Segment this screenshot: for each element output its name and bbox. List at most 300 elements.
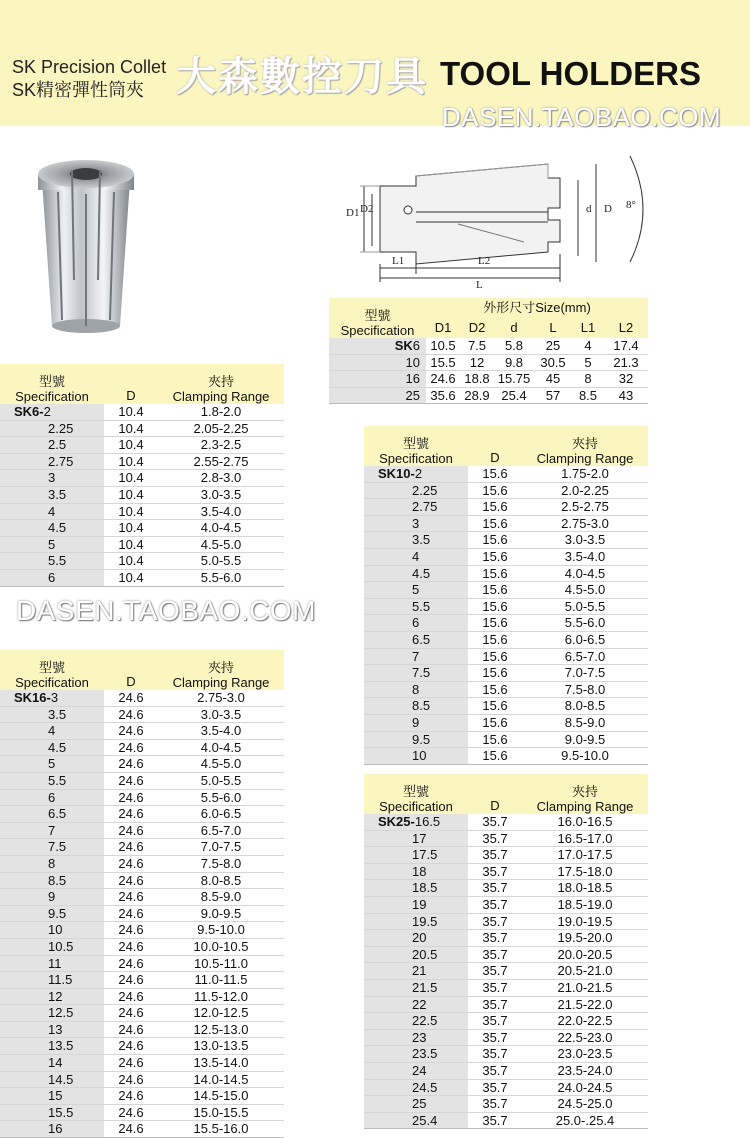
table-row	[0, 938, 284, 955]
clamping-range-cell: 7.5-8.0	[158, 855, 284, 872]
diameter-cell: 24.6	[104, 723, 158, 740]
spec-cell	[329, 371, 426, 388]
diameter-cell: 35.7	[468, 814, 522, 830]
diameter-cell: 24.6	[104, 938, 158, 955]
diameter-cell: 15.6	[468, 731, 522, 748]
spec-value: 4	[48, 723, 56, 739]
table-row	[0, 806, 284, 823]
spec-value: 10	[405, 354, 420, 370]
spec-cell	[329, 387, 426, 404]
spec-value: 3.5	[412, 532, 431, 548]
spec-cell	[0, 536, 104, 553]
spec-cell	[0, 1071, 104, 1088]
spec-value: 25	[412, 1096, 427, 1112]
table-row	[0, 756, 284, 773]
spec-value: 6.5	[48, 806, 67, 822]
clamping-range-cell: 10.0-10.5	[158, 938, 284, 955]
spec-cell	[364, 748, 468, 765]
table-row	[364, 930, 648, 947]
diameter-cell: 35.7	[468, 863, 522, 880]
table-row	[0, 855, 284, 872]
sk25-spec-header-cn: 型號	[402, 784, 429, 799]
clamping-range-cell: 3.0-3.5	[158, 486, 284, 503]
diameter-cell: 24.6	[104, 706, 158, 723]
diameter-cell: 15.6	[468, 631, 522, 648]
table-row	[364, 631, 648, 648]
sk10-spec-header-cn: 型號	[402, 436, 429, 451]
spec-cell	[364, 1013, 468, 1030]
spec-value: 10.5	[48, 938, 74, 954]
diameter-cell: 15.6	[468, 582, 522, 599]
diameter-cell: 24.6	[104, 972, 158, 989]
size-spec-header	[329, 298, 426, 338]
table-row	[0, 690, 284, 706]
label-angle: 8°	[626, 199, 636, 211]
clamping-range-cell: 15.5-16.0	[158, 1121, 284, 1138]
clamping-range-cell: 17.5-18.0	[522, 863, 648, 880]
size-column-header: L2	[604, 318, 648, 338]
clamping-range-cell: 2.55-2.75	[158, 453, 284, 470]
table-row	[0, 822, 284, 839]
table-row	[364, 996, 648, 1013]
sk25-clamp-header-cn: 夾持	[571, 784, 598, 799]
diameter-cell: 24.6	[104, 872, 158, 889]
sk10-spec-header-en: Specification	[379, 451, 453, 466]
sk16-d-header: D	[104, 650, 158, 690]
diameter-cell: 15.6	[468, 532, 522, 549]
table-row	[364, 714, 648, 731]
table-row	[364, 681, 648, 698]
table-row	[364, 548, 648, 565]
spec-cell	[0, 1005, 104, 1022]
spec-cell	[329, 338, 426, 354]
spec-value: 2.75	[412, 499, 438, 515]
spec-value: 8.5	[48, 872, 67, 888]
diameter-cell: 15.6	[468, 482, 522, 499]
size-value-cell: 7.5	[460, 338, 494, 354]
size-value-cell: 15.5	[426, 354, 460, 371]
spec-value: 15	[48, 1088, 63, 1104]
spec-value: 7.5	[412, 665, 431, 681]
clamping-range-cell: 22.5-23.0	[522, 1029, 648, 1046]
diameter-cell: 24.6	[104, 855, 158, 872]
spec-value: 24.5	[412, 1079, 438, 1095]
clamping-range-cell: 3.5-4.0	[158, 503, 284, 520]
label-d: d	[586, 203, 592, 215]
clamping-range-cell: 22.0-22.5	[522, 1013, 648, 1030]
spec-value: 14	[48, 1055, 63, 1071]
spec-value: 21	[412, 963, 427, 979]
spec-cell	[364, 532, 468, 549]
diameter-cell: 10.4	[104, 453, 158, 470]
spec-value: 9	[412, 714, 420, 730]
size-table	[329, 298, 648, 404]
page-title-en: SK Precision Collet	[12, 57, 167, 77]
spec-cell	[0, 1104, 104, 1121]
size-value-cell: 30.5	[534, 354, 572, 371]
clamping-range-cell: 9.5-10.0	[158, 922, 284, 939]
spec-value: 5	[412, 582, 420, 598]
diameter-cell: 15.6	[468, 548, 522, 565]
clamping-range-cell: 18.5-19.0	[522, 896, 648, 913]
table-row	[0, 955, 284, 972]
clamping-range-cell: 2.05-2.25	[158, 420, 284, 437]
size-spec-header-en: Specification	[340, 323, 415, 338]
clamping-range-cell: 7.0-7.5	[158, 839, 284, 856]
diameter-cell: 10.4	[104, 569, 158, 586]
spec-value: 7	[48, 822, 56, 838]
spec-cell	[0, 723, 104, 740]
diameter-cell: 24.6	[104, 789, 158, 806]
table-row	[329, 354, 648, 371]
spec-value: 20	[412, 930, 427, 946]
page-title-cn: SK精密彈性筒夾	[12, 80, 145, 100]
clamping-range-cell: 1.75-2.0	[522, 466, 648, 482]
table-row	[364, 979, 648, 996]
diameter-cell: 10.4	[104, 437, 158, 454]
spec-value: 8	[412, 681, 420, 697]
table-row	[0, 1055, 284, 1072]
spec-cell	[364, 681, 468, 698]
diameter-cell: 15.6	[468, 466, 522, 482]
table-row	[364, 1112, 648, 1129]
clamping-range-cell: 11.0-11.5	[158, 972, 284, 989]
clamping-range-cell: 6.0-6.5	[158, 806, 284, 823]
diameter-cell: 24.6	[104, 988, 158, 1005]
size-value-cell: 15.75	[494, 371, 534, 388]
spec-value: 11	[48, 955, 62, 971]
diameter-cell: 24.6	[104, 1005, 158, 1022]
sk16-spec-header	[0, 650, 104, 690]
diameter-cell: 24.6	[104, 1055, 158, 1072]
spec-prefix: SK	[394, 338, 413, 353]
spec-value: 4.5	[412, 565, 431, 581]
spec-value: 3	[412, 515, 420, 531]
clamping-range-cell: 4.0-4.5	[522, 565, 648, 582]
spec-value: 2.5	[48, 437, 67, 453]
table-row	[364, 648, 648, 665]
sk25-clamp-header-en: Clamping Range	[536, 799, 634, 814]
spec-value: 14.5	[48, 1071, 74, 1087]
spec-value: 5.5	[412, 598, 431, 614]
clamping-range-cell: 3.0-3.5	[158, 706, 284, 723]
diameter-cell: 15.6	[468, 598, 522, 615]
table-row	[329, 387, 648, 404]
spec-value: 5.5	[48, 772, 67, 788]
spec-value: 8.5	[412, 698, 431, 714]
diameter-cell: 24.6	[104, 889, 158, 906]
diameter-cell: 24.6	[104, 1088, 158, 1105]
spec-value: 4	[412, 548, 420, 564]
table-row	[364, 830, 648, 847]
spec-cell	[0, 922, 104, 939]
spec-cell	[0, 955, 104, 972]
size-title: 外形尺寸Size(mm)	[426, 298, 648, 318]
diameter-cell: 24.6	[104, 1021, 158, 1038]
sk10-spec-header	[364, 426, 468, 466]
spec-cell	[364, 598, 468, 615]
label-L2: L2	[478, 255, 491, 267]
table-row	[0, 972, 284, 989]
sk25-table	[364, 774, 648, 1129]
brand-url: DASEN.TAOBAO.COM	[442, 102, 722, 132]
sk16-spec-header-en: Specification	[15, 675, 89, 690]
diameter-cell: 15.6	[468, 648, 522, 665]
spec-cell	[364, 466, 468, 482]
spec-value: 6	[48, 569, 56, 585]
clamping-range-cell: 11.5-12.0	[158, 988, 284, 1005]
spec-cell	[0, 839, 104, 856]
table-row	[364, 482, 648, 499]
sk16-table	[0, 650, 284, 1138]
spec-value: 6.5	[412, 631, 431, 647]
diameter-cell: 10.4	[104, 553, 158, 570]
spec-cell	[364, 1112, 468, 1129]
spec-value: 4	[48, 503, 56, 519]
spec-cell	[364, 631, 468, 648]
clamping-range-cell: 24.0-24.5	[522, 1079, 648, 1096]
diameter-cell: 24.6	[104, 922, 158, 939]
spec-cell	[364, 863, 468, 880]
spec-value: 16.5	[414, 814, 441, 829]
clamping-range-cell: 5.5-6.0	[158, 569, 284, 586]
table-row	[364, 698, 648, 715]
clamping-range-cell: 4.5-5.0	[158, 536, 284, 553]
size-value-cell: 21.3	[604, 354, 648, 371]
table-row	[364, 1062, 648, 1079]
diameter-cell: 35.7	[468, 1013, 522, 1030]
diameter-cell: 15.6	[468, 698, 522, 715]
clamping-range-cell: 13.0-13.5	[158, 1038, 284, 1055]
spec-value: 7	[412, 648, 420, 664]
spec-cell	[0, 453, 104, 470]
clamping-range-cell: 21.5-22.0	[522, 996, 648, 1013]
table-row	[0, 553, 284, 570]
spec-cell	[364, 946, 468, 963]
clamping-range-cell: 9.0-9.5	[522, 731, 648, 748]
size-value-cell: 8.5	[572, 387, 604, 404]
clamping-range-cell: 2.75-3.0	[522, 515, 648, 532]
table-row	[364, 847, 648, 864]
size-value-cell: 17.4	[604, 338, 648, 354]
spec-cell	[364, 880, 468, 897]
spec-value: 18.5	[412, 880, 438, 896]
spec-value: 3	[48, 470, 56, 486]
size-value-cell: 9.8	[494, 354, 534, 371]
spec-value: 23	[412, 1029, 427, 1045]
size-value-cell: 57	[534, 387, 572, 404]
clamping-range-cell: 4.5-5.0	[522, 582, 648, 599]
spec-value: 25	[405, 387, 420, 403]
watermark-url: DASEN.TAOBAO.COM	[16, 595, 316, 626]
diameter-cell: 24.6	[104, 822, 158, 839]
clamping-range-cell: 5.5-6.0	[158, 789, 284, 806]
sk6-clamp-header-en: Clamping Range	[172, 389, 270, 404]
clamping-range-cell: 1.8-2.0	[158, 404, 284, 420]
diameter-cell: 15.6	[468, 748, 522, 765]
table-row	[364, 731, 648, 748]
size-value-cell: 28.9	[460, 387, 494, 404]
table-row	[0, 922, 284, 939]
clamping-range-cell: 2.5-2.75	[522, 499, 648, 516]
table-row	[0, 1038, 284, 1055]
clamping-range-cell: 14.0-14.5	[158, 1071, 284, 1088]
spec-value: 13	[48, 1021, 63, 1037]
sk10-table	[364, 426, 648, 765]
spec-cell	[364, 1079, 468, 1096]
spec-value: 21.5	[412, 979, 438, 995]
spec-cell	[0, 1088, 104, 1105]
size-value-cell: 35.6	[426, 387, 460, 404]
table-row	[364, 880, 648, 897]
label-L: L	[476, 279, 483, 290]
sk6-spec-header	[0, 364, 104, 404]
spec-value: 23.5	[412, 1046, 438, 1062]
clamping-range-cell: 20.0-20.5	[522, 946, 648, 963]
table-row	[364, 598, 648, 615]
clamping-range-cell: 25.0-.25.4	[522, 1112, 648, 1129]
clamping-range-cell: 15.0-15.5	[158, 1104, 284, 1121]
sk16-clamp-header	[158, 650, 284, 690]
spec-value: 15.5	[48, 1104, 74, 1120]
spec-value: 24	[412, 1062, 427, 1078]
table-row	[0, 404, 284, 420]
clamping-range-cell: 2.0-2.25	[522, 482, 648, 499]
table-row	[364, 946, 648, 963]
size-value-cell: 25.4	[494, 387, 534, 404]
sk16-spec-header-cn: 型號	[38, 660, 65, 675]
clamping-range-cell: 5.5-6.0	[522, 615, 648, 632]
clamping-range-cell: 6.5-7.0	[522, 648, 648, 665]
diameter-cell: 35.7	[468, 1079, 522, 1096]
spec-value: 6	[48, 789, 56, 805]
spec-cell	[0, 690, 104, 706]
clamping-range-cell: 16.0-16.5	[522, 814, 648, 830]
diameter-cell: 35.7	[468, 979, 522, 996]
spec-value: 4.5	[48, 739, 67, 755]
spec-cell	[0, 988, 104, 1005]
spec-value: 3.5	[48, 486, 67, 502]
clamping-range-cell: 7.0-7.5	[522, 665, 648, 682]
clamping-range-cell: 4.0-4.5	[158, 520, 284, 537]
table-row	[364, 748, 648, 765]
spec-cell	[0, 520, 104, 537]
diameter-cell: 15.6	[468, 515, 522, 532]
spec-cell	[364, 499, 468, 516]
table-row	[0, 872, 284, 889]
clamping-range-cell: 5.0-5.5	[158, 553, 284, 570]
spec-cell	[0, 1055, 104, 1072]
spec-cell	[0, 789, 104, 806]
label-L1: L1	[392, 255, 405, 267]
spec-cell	[0, 972, 104, 989]
table-row	[364, 665, 648, 682]
spec-cell	[0, 420, 104, 437]
diameter-cell: 24.6	[104, 1121, 158, 1138]
spec-cell	[0, 822, 104, 839]
size-spec-header-cn: 型號	[364, 308, 391, 323]
diameter-cell: 10.4	[104, 470, 158, 487]
size-value-cell: 18.8	[460, 371, 494, 388]
spec-cell	[0, 404, 104, 420]
table-row	[0, 905, 284, 922]
spec-cell	[364, 482, 468, 499]
diameter-cell: 10.4	[104, 503, 158, 520]
clamping-range-cell: 3.5-4.0	[522, 548, 648, 565]
spec-value: 16	[405, 371, 420, 387]
size-column-header: d	[494, 318, 534, 338]
diameter-cell: 10.4	[104, 486, 158, 503]
sk6-d-header: D	[104, 364, 158, 404]
spec-cell	[0, 1038, 104, 1055]
spec-cell	[0, 470, 104, 487]
table-row	[0, 503, 284, 520]
sk6-spec-header-cn: 型號	[38, 374, 65, 389]
size-column-header: L	[534, 318, 572, 338]
diameter-cell: 10.4	[104, 404, 158, 420]
diameter-cell: 24.6	[104, 1038, 158, 1055]
diameter-cell: 10.4	[104, 520, 158, 537]
diameter-cell: 24.6	[104, 772, 158, 789]
diameter-cell: 35.7	[468, 880, 522, 897]
clamping-range-cell: 19.0-19.5	[522, 913, 648, 930]
diameter-cell: 35.7	[468, 963, 522, 980]
spec-cell	[364, 814, 468, 830]
clamping-range-cell: 23.0-23.5	[522, 1046, 648, 1063]
spec-prefix: SK6-	[14, 404, 44, 419]
table-row	[329, 371, 648, 388]
spec-value: 2	[414, 466, 423, 481]
clamping-range-cell: 3.5-4.0	[158, 723, 284, 740]
table-row	[364, 532, 648, 549]
clamping-range-cell: 13.5-14.0	[158, 1055, 284, 1072]
size-value-cell: 12	[460, 354, 494, 371]
spec-cell	[364, 963, 468, 980]
table-row	[364, 466, 648, 482]
spec-prefix: SK16-	[14, 690, 51, 705]
clamping-range-cell: 5.0-5.5	[522, 598, 648, 615]
diameter-cell: 24.6	[104, 690, 158, 706]
spec-value: 22.5	[412, 1013, 438, 1029]
spec-cell	[364, 714, 468, 731]
spec-value: 2.75	[48, 453, 74, 469]
size-value-cell: 8	[572, 371, 604, 388]
spec-cell	[364, 648, 468, 665]
size-column-header: D1	[426, 318, 460, 338]
diameter-cell: 35.7	[468, 847, 522, 864]
spec-value: 9	[48, 889, 56, 905]
spec-cell	[364, 565, 468, 582]
spec-cell	[0, 905, 104, 922]
diameter-cell: 35.7	[468, 1046, 522, 1063]
diameter-cell: 15.6	[468, 615, 522, 632]
spec-value: 7.5	[48, 839, 67, 855]
spec-cell	[0, 1121, 104, 1138]
table-row	[364, 499, 648, 516]
spec-value: 18	[412, 863, 427, 879]
spec-value: 9.5	[48, 905, 67, 921]
spec-value: 2.25	[412, 482, 438, 498]
diameter-cell: 24.6	[104, 905, 158, 922]
clamping-range-cell: 24.5-25.0	[522, 1096, 648, 1113]
spec-cell	[0, 437, 104, 454]
table-row	[364, 565, 648, 582]
spec-cell	[0, 503, 104, 520]
table-row	[0, 569, 284, 586]
clamping-range-cell: 18.0-18.5	[522, 880, 648, 897]
sk6-clamp-header	[158, 364, 284, 404]
spec-cell	[0, 1021, 104, 1038]
